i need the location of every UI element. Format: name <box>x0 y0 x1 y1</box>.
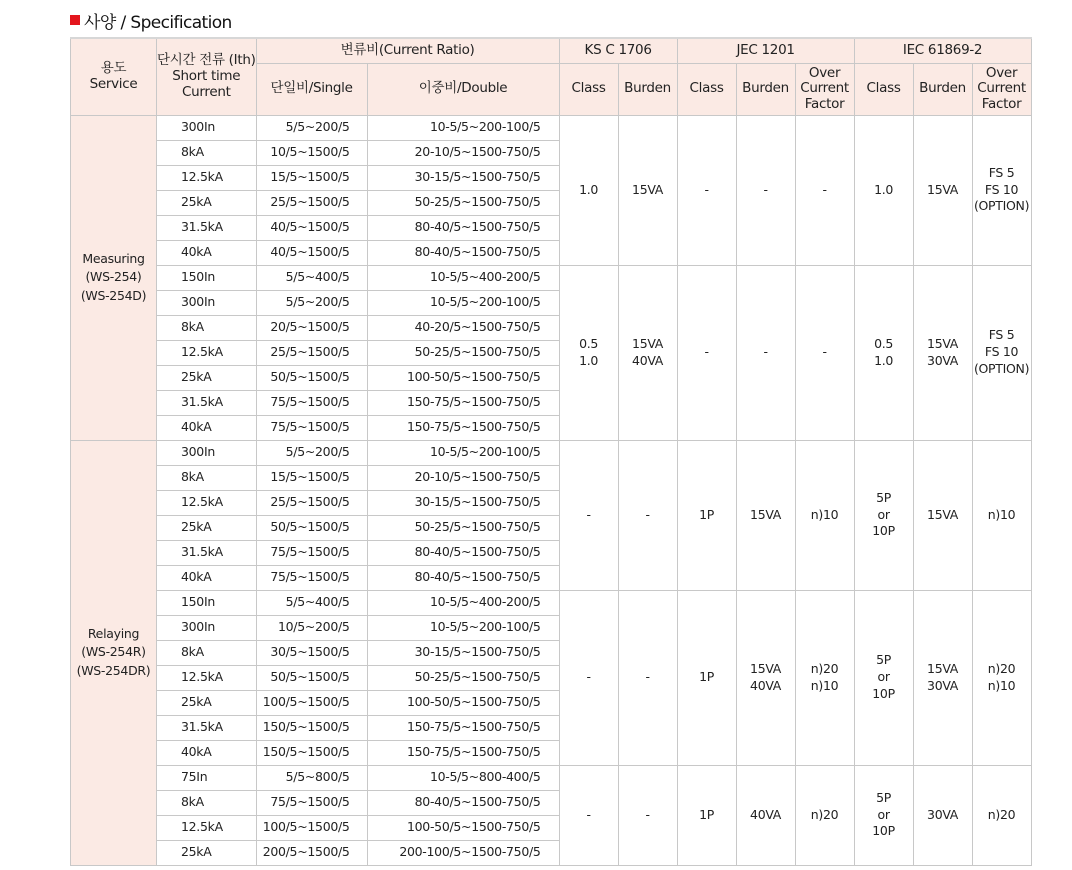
single-ratio-cell: 20/5~1500/5 <box>256 315 367 340</box>
short-time-current-cell: 40kA <box>157 740 257 765</box>
short-time-current-cell: 25kA <box>157 190 257 215</box>
short-time-current-cell: 31.5kA <box>157 215 257 240</box>
header-iec-burden: Burden <box>913 63 972 115</box>
single-ratio-cell: 50/5~1500/5 <box>256 365 367 390</box>
table-row <box>71 440 1032 465</box>
double-ratio-cell: 10-5/5~400-200/5 <box>367 265 559 290</box>
iec-burden-cell: 15VA <box>913 115 972 265</box>
header-jec-1201: JEC 1201 <box>677 38 854 63</box>
double-ratio-cell: 20-10/5~1500-750/5 <box>367 465 559 490</box>
iec-over-current-factor-cell: n)20 n)10 <box>972 590 1031 765</box>
iec-over-current-factor-cell: FS 5 FS 10 (OPTION) <box>972 265 1031 440</box>
table-row <box>71 115 1032 140</box>
single-ratio-cell: 50/5~1500/5 <box>256 665 367 690</box>
short-time-current-cell: 8kA <box>157 465 257 490</box>
short-time-current-cell: 25kA <box>157 515 257 540</box>
header-iec-class: Class <box>854 63 913 115</box>
ks-burden-cell: - <box>618 765 677 865</box>
double-ratio-cell: 100-50/5~1500-750/5 <box>367 690 559 715</box>
jec-class-cell: 1P <box>677 765 736 865</box>
jec-over-current-factor-cell: - <box>795 265 854 440</box>
double-ratio-cell: 10-5/5~200-100/5 <box>367 115 559 140</box>
short-time-current-cell: 75In <box>157 765 257 790</box>
jec-over-current-factor-cell: n)20 <box>795 765 854 865</box>
table-row <box>71 590 1032 615</box>
ks-class-cell: 0.5 1.0 <box>559 265 618 440</box>
ks-class-cell: - <box>559 440 618 590</box>
short-time-current-cell: 8kA <box>157 790 257 815</box>
single-ratio-cell: 100/5~1500/5 <box>256 690 367 715</box>
specification-table <box>70 37 1032 866</box>
single-ratio-cell: 25/5~1500/5 <box>256 340 367 365</box>
short-time-current-cell: 25kA <box>157 365 257 390</box>
table-row <box>71 765 1032 790</box>
service-cell: Measuring (WS-254) (WS-254D) <box>71 115 157 440</box>
header-ks-class: Class <box>559 63 618 115</box>
single-ratio-cell: 5/5~400/5 <box>256 590 367 615</box>
single-ratio-cell: 75/5~1500/5 <box>256 415 367 440</box>
single-ratio-cell: 25/5~1500/5 <box>256 190 367 215</box>
header-single: 단일비/Single <box>256 63 367 115</box>
iec-burden-cell: 15VA 30VA <box>913 265 972 440</box>
double-ratio-cell: 80-40/5~1500-750/5 <box>367 215 559 240</box>
jec-burden-cell: 15VA <box>736 440 795 590</box>
ks-class-cell: - <box>559 765 618 865</box>
iec-over-current-factor-cell: n)10 <box>972 440 1031 590</box>
double-ratio-cell: 80-40/5~1500-750/5 <box>367 565 559 590</box>
jec-burden-cell: - <box>736 115 795 265</box>
ks-burden-cell: - <box>618 440 677 590</box>
iec-class-cell: 1.0 <box>854 115 913 265</box>
short-time-current-cell: 8kA <box>157 140 257 165</box>
double-ratio-cell: 30-15/5~1500-750/5 <box>367 640 559 665</box>
short-time-current-cell: 300In <box>157 615 257 640</box>
short-time-current-cell: 31.5kA <box>157 715 257 740</box>
short-time-current-cell: 8kA <box>157 640 257 665</box>
single-ratio-cell: 50/5~1500/5 <box>256 515 367 540</box>
short-time-current-cell: 40kA <box>157 240 257 265</box>
jec-class-cell: 1P <box>677 590 736 765</box>
double-ratio-cell: 80-40/5~1500-750/5 <box>367 240 559 265</box>
single-ratio-cell: 75/5~1500/5 <box>256 390 367 415</box>
iec-class-cell: 5P or 10P <box>854 440 913 590</box>
double-ratio-cell: 80-40/5~1500-750/5 <box>367 540 559 565</box>
short-time-current-cell: 300In <box>157 440 257 465</box>
jec-burden-cell: 40VA <box>736 765 795 865</box>
jec-over-current-factor-cell: n)20 n)10 <box>795 590 854 765</box>
double-ratio-cell: 30-15/5~1500-750/5 <box>367 165 559 190</box>
single-ratio-cell: 40/5~1500/5 <box>256 240 367 265</box>
single-ratio-cell: 10/5~1500/5 <box>256 140 367 165</box>
short-time-current-cell: 12.5kA <box>157 665 257 690</box>
double-ratio-cell: 200-100/5~1500-750/5 <box>367 840 559 865</box>
short-time-current-cell: 300In <box>157 115 257 140</box>
short-time-current-cell: 12.5kA <box>157 815 257 840</box>
header-double: 이중비/Double <box>367 63 559 115</box>
short-time-current-cell: 25kA <box>157 840 257 865</box>
double-ratio-cell: 100-50/5~1500-750/5 <box>367 815 559 840</box>
double-ratio-cell: 50-25/5~1500-750/5 <box>367 340 559 365</box>
short-time-current-cell: 150In <box>157 265 257 290</box>
single-ratio-cell: 5/5~200/5 <box>256 115 367 140</box>
jec-class-cell: 1P <box>677 440 736 590</box>
jec-over-current-factor-cell: n)10 <box>795 440 854 590</box>
double-ratio-cell: 40-20/5~1500-750/5 <box>367 315 559 340</box>
header-jec-burden: Burden <box>736 63 795 115</box>
single-ratio-cell: 5/5~800/5 <box>256 765 367 790</box>
jec-class-cell: - <box>677 115 736 265</box>
short-time-current-cell: 12.5kA <box>157 490 257 515</box>
double-ratio-cell: 20-10/5~1500-750/5 <box>367 140 559 165</box>
short-time-current-cell: 40kA <box>157 565 257 590</box>
short-time-current-cell: 300In <box>157 290 257 315</box>
iec-over-current-factor-cell: FS 5 FS 10 (OPTION) <box>972 115 1031 265</box>
single-ratio-cell: 200/5~1500/5 <box>256 840 367 865</box>
double-ratio-cell: 50-25/5~1500-750/5 <box>367 190 559 215</box>
double-ratio-cell: 10-5/5~200-100/5 <box>367 290 559 315</box>
specification-table-body <box>71 115 1032 865</box>
header-service: 용도 Service <box>71 38 157 115</box>
double-ratio-cell: 10-5/5~800-400/5 <box>367 765 559 790</box>
jec-over-current-factor-cell: - <box>795 115 854 265</box>
header-iec-over-current-factor: Over Current Factor <box>972 63 1031 115</box>
single-ratio-cell: 25/5~1500/5 <box>256 490 367 515</box>
single-ratio-cell: 75/5~1500/5 <box>256 565 367 590</box>
single-ratio-cell: 5/5~200/5 <box>256 440 367 465</box>
double-ratio-cell: 150-75/5~1500-750/5 <box>367 715 559 740</box>
short-time-current-cell: 31.5kA <box>157 540 257 565</box>
single-ratio-cell: 40/5~1500/5 <box>256 215 367 240</box>
double-ratio-cell: 150-75/5~1500-750/5 <box>367 390 559 415</box>
header-ks-c-1706: KS C 1706 <box>559 38 677 63</box>
header-jec-over-current-factor: Over Current Factor <box>795 63 854 115</box>
double-ratio-cell: 10-5/5~200-100/5 <box>367 440 559 465</box>
short-time-current-cell: 12.5kA <box>157 165 257 190</box>
single-ratio-cell: 75/5~1500/5 <box>256 540 367 565</box>
iec-burden-cell: 15VA 30VA <box>913 590 972 765</box>
double-ratio-cell: 10-5/5~400-200/5 <box>367 590 559 615</box>
jec-burden-cell: 15VA 40VA <box>736 590 795 765</box>
single-ratio-cell: 10/5~200/5 <box>256 615 367 640</box>
jec-class-cell: - <box>677 265 736 440</box>
iec-burden-cell: 30VA <box>913 765 972 865</box>
service-cell: Relaying (WS-254R) (WS-254DR) <box>71 440 157 865</box>
header-short-time-current: 단시간 전류 (Ith) Short time Current <box>157 38 257 115</box>
double-ratio-cell: 150-75/5~1500-750/5 <box>367 415 559 440</box>
table-row <box>71 265 1032 290</box>
single-ratio-cell: 15/5~1500/5 <box>256 465 367 490</box>
ks-burden-cell: 15VA <box>618 115 677 265</box>
header-jec-class: Class <box>677 63 736 115</box>
iec-class-cell: 5P or 10P <box>854 765 913 865</box>
single-ratio-cell: 100/5~1500/5 <box>256 815 367 840</box>
short-time-current-cell: 31.5kA <box>157 390 257 415</box>
iec-over-current-factor-cell: n)20 <box>972 765 1031 865</box>
ks-class-cell: - <box>559 590 618 765</box>
short-time-current-cell: 8kA <box>157 315 257 340</box>
title-text: 사양 / Specification <box>84 12 232 33</box>
double-ratio-cell: 100-50/5~1500-750/5 <box>367 365 559 390</box>
single-ratio-cell: 5/5~200/5 <box>256 290 367 315</box>
single-ratio-cell: 150/5~1500/5 <box>256 740 367 765</box>
ks-class-cell: 1.0 <box>559 115 618 265</box>
single-ratio-cell: 5/5~400/5 <box>256 265 367 290</box>
ks-burden-cell: 15VA 40VA <box>618 265 677 440</box>
single-ratio-cell: 75/5~1500/5 <box>256 790 367 815</box>
double-ratio-cell: 80-40/5~1500-750/5 <box>367 790 559 815</box>
double-ratio-cell: 50-25/5~1500-750/5 <box>367 515 559 540</box>
short-time-current-cell: 40kA <box>157 415 257 440</box>
short-time-current-cell: 150In <box>157 590 257 615</box>
header-ks-burden: Burden <box>618 63 677 115</box>
double-ratio-cell: 50-25/5~1500-750/5 <box>367 665 559 690</box>
double-ratio-cell: 10-5/5~200-100/5 <box>367 615 559 640</box>
single-ratio-cell: 150/5~1500/5 <box>256 715 367 740</box>
jec-burden-cell: - <box>736 265 795 440</box>
double-ratio-cell: 150-75/5~1500-750/5 <box>367 740 559 765</box>
header-iec-61869-2: IEC 61869-2 <box>854 38 1031 63</box>
single-ratio-cell: 15/5~1500/5 <box>256 165 367 190</box>
iec-class-cell: 5P or 10P <box>854 590 913 765</box>
iec-class-cell: 0.5 1.0 <box>854 265 913 440</box>
iec-burden-cell: 15VA <box>913 440 972 590</box>
title-bullet-icon <box>70 15 80 25</box>
short-time-current-cell: 25kA <box>157 690 257 715</box>
double-ratio-cell: 30-15/5~1500-750/5 <box>367 490 559 515</box>
ks-burden-cell: - <box>618 590 677 765</box>
single-ratio-cell: 30/5~1500/5 <box>256 640 367 665</box>
short-time-current-cell: 12.5kA <box>157 340 257 365</box>
page-title <box>70 8 232 32</box>
header-current-ratio: 변류비(Current Ratio) <box>256 38 559 63</box>
